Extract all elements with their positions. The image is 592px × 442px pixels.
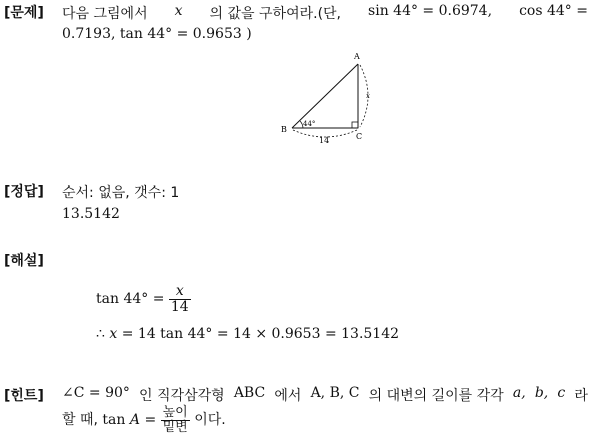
hint-text-1: 인 직각삼각형: [139, 388, 225, 404]
answer-value: 13.5142: [62, 206, 120, 222]
hint-var-b: b,: [534, 385, 549, 401]
hint-abc: ABC: [233, 385, 266, 401]
hint-line-1: [62, 385, 588, 405]
label-a: A: [354, 52, 360, 61]
side-ab: [292, 64, 358, 128]
hint-text-3: 의 대변의 길이를 각각: [368, 388, 504, 404]
problem-line-2: 0.7193, tan 44° = 0.9653 ): [62, 26, 252, 42]
right-angle-mark: [352, 122, 358, 128]
eq1-numerator: x: [169, 284, 191, 300]
answer-tag: [정답]: [4, 184, 44, 200]
label-b: B: [281, 125, 287, 134]
hint-line-2: [62, 406, 226, 434]
hint-var-a: a,: [512, 385, 526, 401]
explanation-eq-2: [96, 326, 399, 342]
therefore-symbol: ∴: [96, 326, 105, 342]
answer-meta: 순서: 없음, 갯수: 1: [62, 185, 180, 201]
hint-tan: tan: [102, 412, 126, 429]
angle-label: 44°: [303, 120, 316, 128]
problem-var-x: x: [174, 3, 183, 19]
eq1-fraction: [169, 284, 191, 314]
hint-denominator: 밑변: [162, 419, 188, 435]
side-label-14: 14: [319, 136, 330, 145]
hint-equals: =: [144, 412, 157, 429]
hint-numerator: 높이: [162, 405, 188, 420]
hint-vertices: A, B, C: [310, 385, 360, 401]
label-c: C: [356, 132, 363, 141]
hint-angle: ∠C = 90°: [62, 385, 130, 401]
problem-cos-given: cos 44° =: [519, 3, 588, 19]
label-x: x: [366, 92, 370, 100]
eq2-var-x: x: [109, 326, 118, 342]
hint-fraction: [161, 406, 190, 434]
hint-tag: [힌트]: [4, 388, 44, 404]
explanation-tag: [해설]: [4, 253, 44, 269]
hint-var-A: A: [129, 412, 140, 429]
hint-var-c: c: [557, 385, 566, 401]
hint-text-5: 할 때,: [62, 412, 98, 429]
eq1-lhs: tan 44° =: [96, 291, 165, 308]
eq2-rest: = 14 tan 44° = 14 × 0.9653 = 13.5142: [121, 326, 400, 342]
eq1-denominator: 14: [170, 298, 189, 315]
problem-line-1: [62, 3, 588, 23]
problem-sin-given: sin 44° = 0.6974,: [368, 3, 493, 19]
problem-text-2: 의 값을 구하여라.(단,: [209, 6, 342, 22]
triangle-figure: [276, 44, 376, 148]
hint-text-4: 라: [574, 388, 588, 404]
hint-text-2: 에서: [274, 388, 302, 404]
problem-tag: [문제]: [4, 5, 44, 21]
hint-text-6: 이다.: [194, 412, 226, 429]
problem-text-1: 다음 그림에서: [62, 6, 148, 22]
explanation-eq-1: [96, 284, 191, 314]
